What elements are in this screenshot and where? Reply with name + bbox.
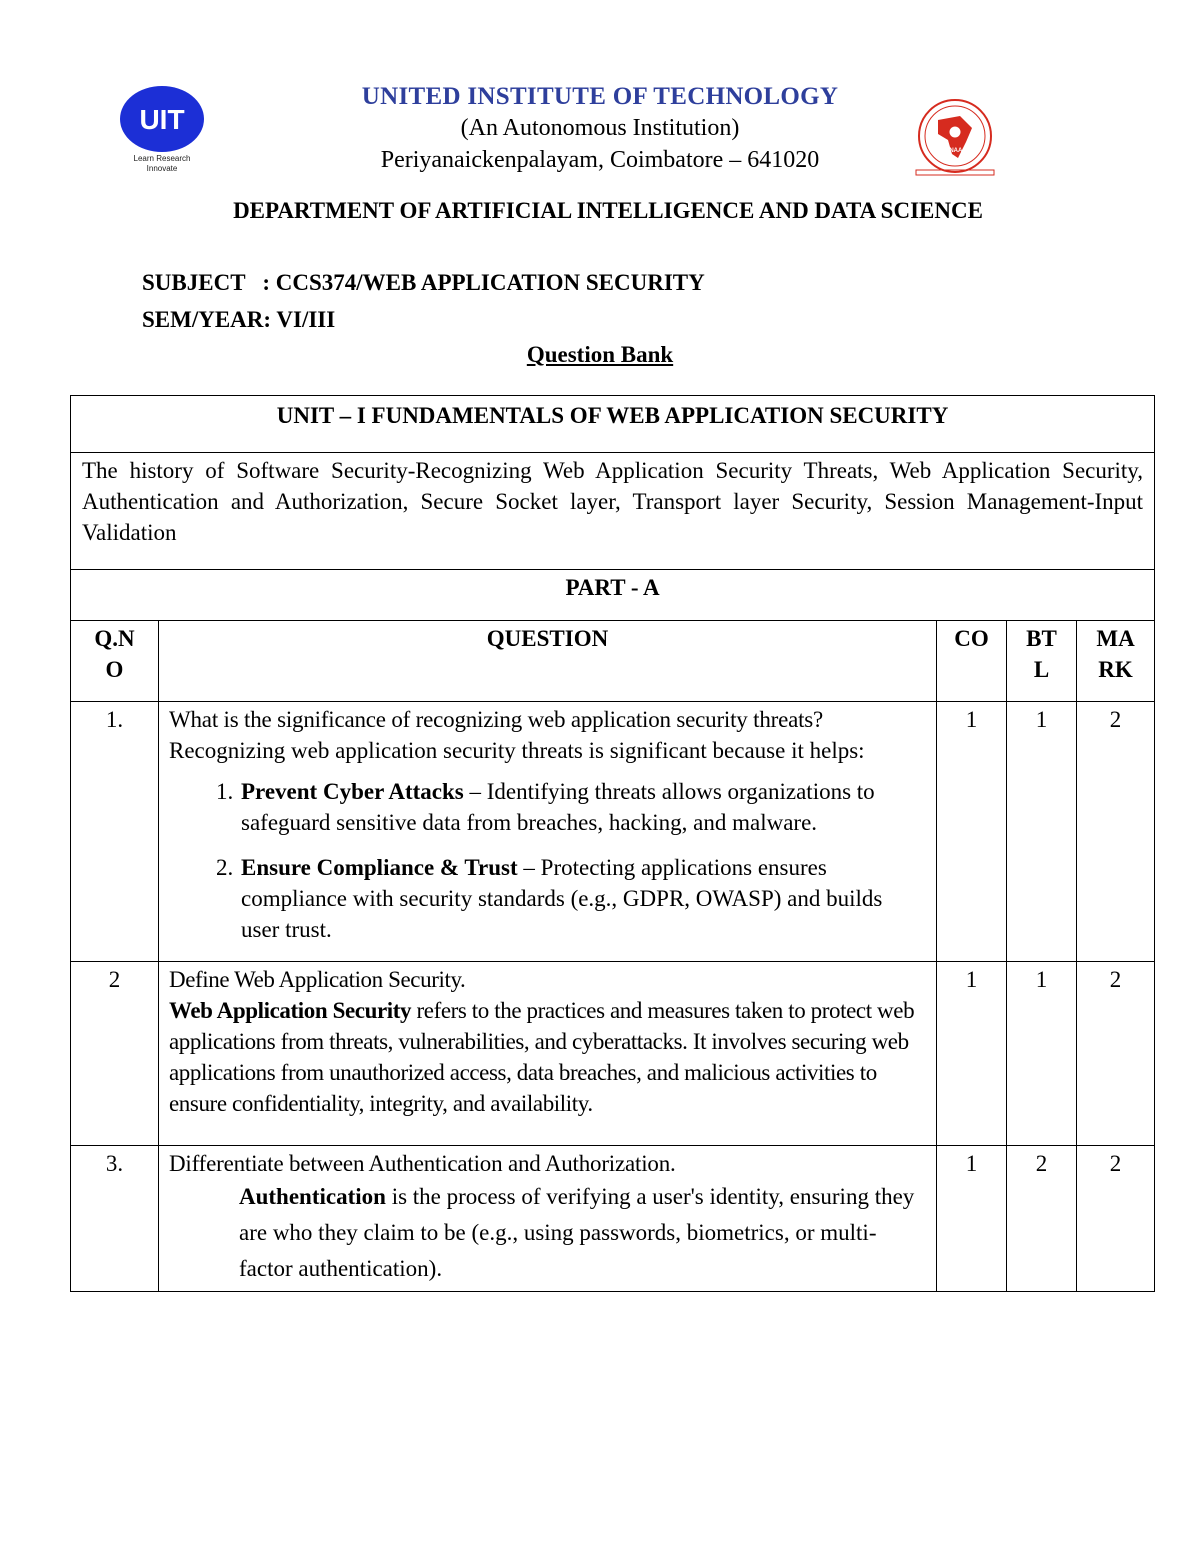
header-btl: BT L: [1007, 621, 1077, 702]
svg-text:UIT: UIT: [139, 104, 185, 135]
svg-text:Learn Research: Learn Research: [133, 154, 191, 163]
question-cell: [159, 1146, 937, 1292]
table-row: [71, 1146, 1155, 1292]
unit-syllabus: The history of Software Security-Recognizing Web Application Security Threats, Web Application Security, Authentication and Authorization, Secure Socket layer, Transport layer Security, Session Management-Input Validation: [71, 453, 1155, 570]
question-table: [70, 395, 1155, 1292]
part-heading: PART - A: [71, 570, 1155, 621]
institution-name: UNITED INSTITUTE OF TECHNOLOGY: [361, 83, 839, 110]
question-text: Define Web Application Security.: [169, 967, 466, 992]
answer-text: Recognizing web application security threats is significant because it helps:: [169, 738, 865, 763]
document-title: Question Bank: [526, 342, 674, 367]
unit-title: UNIT – I FUNDAMENTALS OF WEB APPLICATION SECURITY: [71, 396, 1155, 453]
question-cell: [159, 702, 937, 962]
co-value: 1: [937, 962, 1007, 1146]
mark-value: 2: [1077, 1146, 1155, 1292]
btl-value: 1: [1007, 702, 1077, 962]
list-item: 1. Prevent Cyber Attacks – Identifying threats allows organizations to safeguard sensitive data from breaches, hacking, and malware.: [239, 776, 926, 838]
question-cell: [159, 962, 937, 1146]
question-number: 1.: [71, 702, 159, 962]
mark-value: 2: [1077, 962, 1155, 1146]
list-item: 2. Ensure Compliance & Trust – Protecting applications ensures compliance with security standards (e.g., GDPR, OWASP) and builds user trust.: [239, 852, 926, 945]
question-number: 2: [71, 962, 159, 1146]
question-number: 3.: [71, 1146, 159, 1292]
institution-subtitle: (An Autonomous Institution): [460, 115, 740, 141]
table-row: [71, 962, 1155, 1146]
mark-value: 2: [1077, 702, 1155, 962]
co-value: 1: [937, 702, 1007, 962]
btl-value: 1: [1007, 962, 1077, 1146]
question-text: What is the significance of recognizing web application security threats?: [169, 707, 824, 732]
answer-text: Authentication is the process of verifying a user's identity, ensuring they are who they claim to be (e.g., using passwords, biometrics, or multi-factor authentication).: [239, 1184, 915, 1281]
header-qno: Q.N O: [71, 621, 159, 702]
btl-value: 2: [1007, 1146, 1077, 1292]
institution-address: Periyanaickenpalayam, Coimbatore – 641020: [380, 147, 820, 173]
question-text: Differentiate between Authentication and Authorization.: [169, 1151, 676, 1176]
subject-line: SUBJECT : CCS374/WEB APPLICATION SECURITY: [142, 270, 705, 295]
sem-year-line: SEM/YEAR: VI/III: [142, 307, 336, 332]
header-mark: MA RK: [1077, 621, 1155, 702]
header-question: QUESTION: [159, 621, 937, 702]
header-co: CO: [937, 621, 1007, 702]
table-row: [71, 702, 1155, 962]
table-header-row: [71, 621, 1155, 702]
svg-text:NAAC: NAAC: [949, 148, 967, 154]
co-value: 1: [937, 1146, 1007, 1292]
svg-text:Innovate: Innovate: [146, 164, 178, 173]
answer-points: [169, 776, 926, 945]
department-title: DEPARTMENT OF ARTIFICIAL INTELLIGENCE AND DATA SCIENCE: [233, 198, 983, 223]
answer-text: Web Application Security refers to the practices and measures taken to protect web applications from threats, vulnerabilities, and cyberattacks. It involves securing web applications from unauthorized access, data breaches, and malicious activities to ensure confidentiality, integrity, and availability.: [169, 998, 915, 1116]
